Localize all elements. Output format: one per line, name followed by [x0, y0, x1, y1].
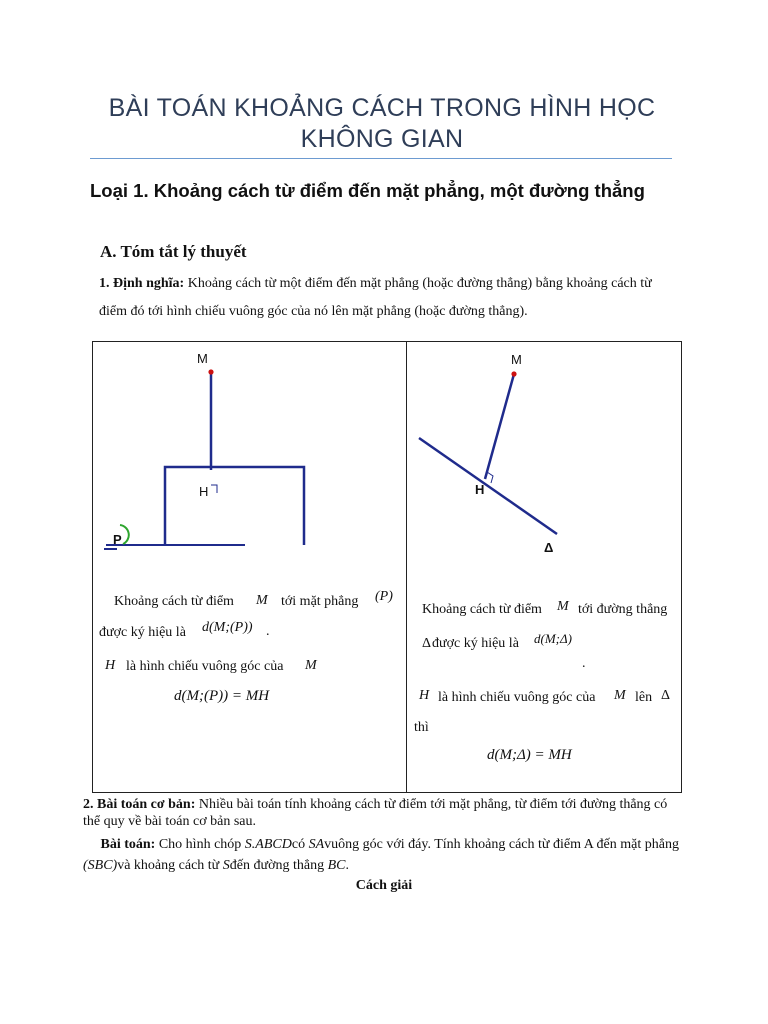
- perpendicular-segment-MH-right: [485, 374, 514, 479]
- line-delta: [419, 438, 557, 534]
- left-caption-text-2: tới mặt phẳng: [281, 594, 359, 609]
- right-caption-M: M: [557, 599, 569, 614]
- problem-S: S: [222, 858, 230, 873]
- point-M: [208, 369, 213, 374]
- title-divider: [90, 158, 672, 159]
- solution-heading: Cách giải: [355, 878, 413, 893]
- label-H-left: H: [199, 484, 209, 499]
- right-caption-text-2: tới đường thẳng: [578, 602, 668, 617]
- definition-label: 1. Định nghĩa:: [99, 276, 185, 291]
- right-caption-delta2: Δ: [661, 688, 671, 703]
- left-caption-H: H: [105, 658, 116, 673]
- label-H-right: H: [475, 482, 485, 497]
- problem-text-f: .: [345, 858, 349, 873]
- right-caption-dot: .: [582, 656, 586, 671]
- left-caption-M: M: [256, 593, 268, 608]
- right-caption-text-3: được ký hiệu là: [432, 636, 519, 651]
- right-caption-delta: Δ: [422, 636, 432, 651]
- problem-label: Bài toán:: [100, 837, 156, 852]
- definition-text: Khoảng cách từ một điểm đến mặt phẳng (hoặc đường thẳng) bằng khoảng cách từ điểm đó tới hình chiếu vuông góc của nó lên mặt phẳng (hoặc đường thẳng).: [99, 276, 652, 319]
- document-title: BÀI TOÁN KHOẢNG CÁCH TRONG HÌNH HỌC KHÔNG GIAN: [108, 94, 656, 153]
- right-caption-M2: M: [614, 688, 626, 703]
- left-caption-P: (P): [375, 589, 393, 604]
- label-M-left: M: [197, 351, 208, 366]
- right-angle-marker: [211, 485, 217, 493]
- plane-P-outline: [165, 467, 304, 545]
- label-delta: Δ: [544, 540, 554, 555]
- problem-SBC: (SBC): [83, 858, 118, 873]
- problem-statement: [83, 834, 688, 876]
- point-plane-diagram: [93, 342, 405, 572]
- basic-problem-label: 2. Bài toán cơ bản:: [83, 797, 196, 812]
- problem-SA: SA: [308, 837, 325, 852]
- label-P: P: [113, 532, 122, 547]
- right-caption-formula: d(M;Δ): [534, 631, 572, 646]
- basic-problem-paragraph: [83, 796, 683, 830]
- right-angle-marker-right: [487, 472, 493, 483]
- definition-paragraph: [99, 270, 669, 326]
- right-caption-text-4: là hình chiếu vuông góc của: [438, 690, 596, 705]
- section-heading: Loại 1. Khoảng cách từ điểm đến mặt phẳng, một đường thẳng: [90, 180, 645, 201]
- problem-BC: BC: [327, 858, 346, 873]
- problem-text-c: vuông góc với đáy. Tính khoảng cách từ điểm A đến mặt phẳng: [324, 837, 679, 852]
- right-caption-text-6: thì: [414, 720, 429, 735]
- right-caption-H: H: [419, 688, 430, 703]
- left-caption-text-1: Khoảng cách từ điểm: [114, 594, 234, 609]
- theory-heading: A. Tóm tắt lý thuyết: [100, 242, 247, 261]
- left-formula: d(M;(P)) = MH: [174, 688, 270, 704]
- left-caption-M2: M: [305, 658, 317, 673]
- basic-problem-text: Nhiều bài toán tính khoảng cách từ điểm tới mặt phẳng, từ điểm tới đường thẳng có thể quy về bài toán cơ bản sau.: [83, 797, 668, 829]
- label-M-right: M: [511, 352, 522, 367]
- problem-text-a: Cho hình chóp: [155, 837, 245, 852]
- point-line-diagram: [407, 342, 681, 572]
- left-caption-text-3: được ký hiệu là: [99, 625, 186, 640]
- right-formula: d(M;Δ) = MH: [487, 747, 572, 763]
- problem-text-b: có: [291, 837, 309, 852]
- right-caption-text-1: Khoảng cách từ điểm: [422, 602, 542, 617]
- problem-text-e: đến đường thẳng: [229, 858, 328, 873]
- left-caption-formula: d(M;(P)): [202, 620, 253, 635]
- left-caption-text-4: là hình chiếu vuông góc của: [126, 659, 284, 674]
- problem-text-d: và khoảng cách từ: [117, 858, 223, 873]
- point-M-right: [511, 371, 516, 376]
- left-caption-dot: .: [266, 624, 270, 639]
- problem-SABCD: S.ABCD: [244, 837, 292, 852]
- right-caption-text-5: lên: [635, 690, 653, 705]
